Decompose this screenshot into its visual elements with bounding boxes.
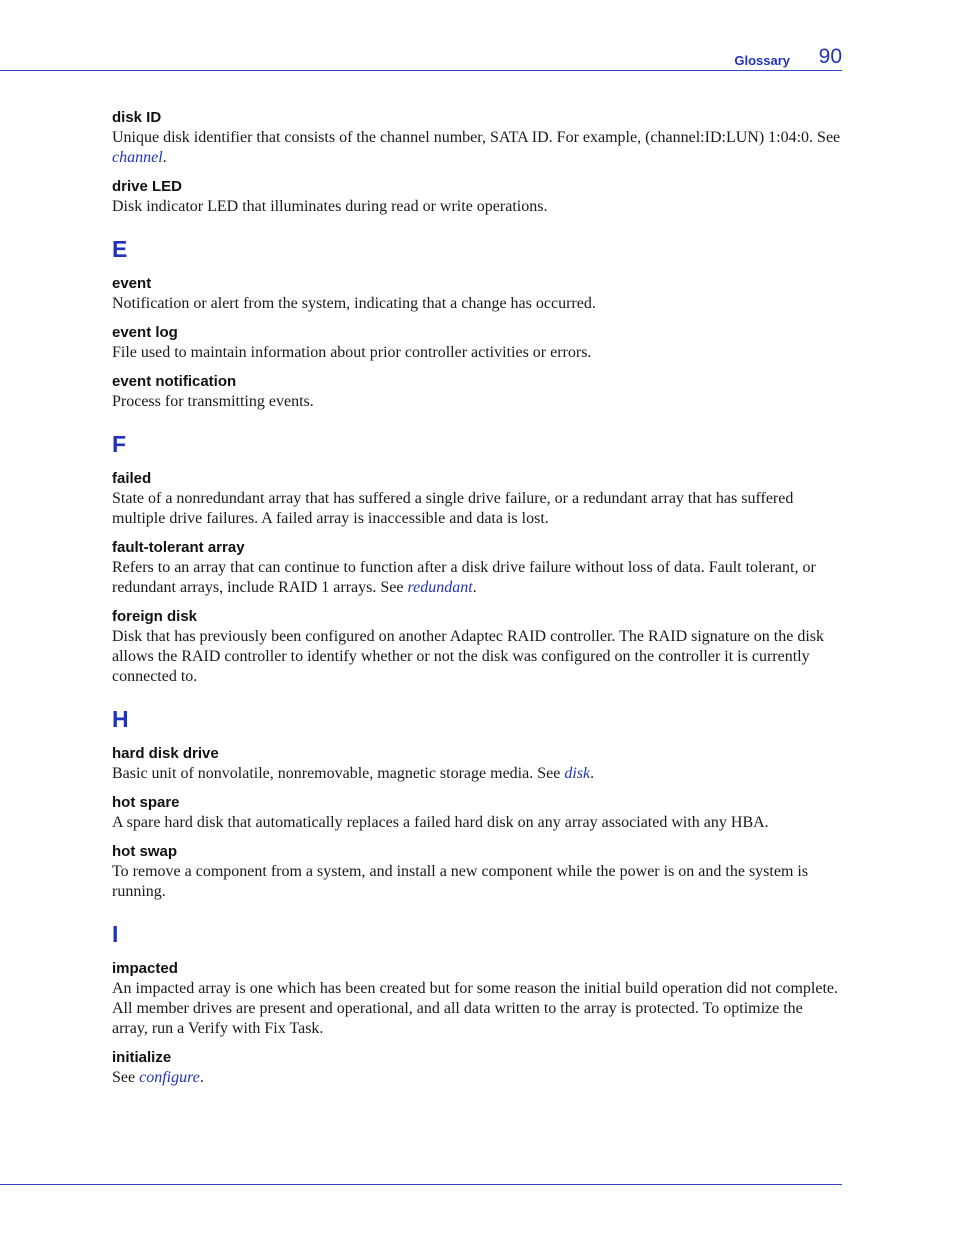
- definition-fault-tolerant-array: [112, 558, 842, 598]
- term-event-log: event log: [112, 324, 178, 341]
- definition-event-log: File used to maintain information about prior controller activities or errors.: [112, 344, 592, 361]
- term-hot-swap: hot swap: [112, 843, 178, 860]
- glossary-entry-event: [112, 274, 842, 314]
- section-title: Glossary: [734, 53, 790, 68]
- section-letter-e: E: [112, 236, 128, 262]
- definition-text: See: [112, 1069, 140, 1086]
- term-initialize: initialize: [112, 1049, 172, 1066]
- definition-drive-led: Disk indicator LED that illuminates during read or write operations.: [112, 198, 548, 215]
- term-impacted: impacted: [112, 960, 178, 977]
- glossary-entry-failed: [112, 469, 842, 529]
- term-hot-spare: hot spare: [112, 794, 180, 811]
- section-letter-f: F: [112, 431, 127, 457]
- glossary-entry-foreign-disk: [112, 607, 842, 687]
- glossary-entry-fault-tolerant-array: [112, 538, 842, 598]
- term-drive-led: drive LED: [112, 178, 183, 195]
- definition-hot-swap: To remove a component from a system, and install a new component while the power is on and the system is running.: [112, 863, 809, 900]
- term-foreign-disk: foreign disk: [112, 608, 198, 625]
- definition-text-end: .: [199, 1069, 204, 1086]
- definition-text-end: .: [590, 765, 595, 782]
- term-event: event: [112, 275, 152, 292]
- glossary-entry-event-log: [112, 323, 842, 363]
- term-event-notification: event notification: [112, 373, 237, 390]
- link-disk[interactable]: disk: [564, 765, 591, 782]
- definition-event-notification: Process for transmitting events.: [112, 393, 314, 410]
- glossary-entry-drive-led: [112, 177, 842, 217]
- section-letter-h: H: [112, 706, 129, 732]
- definition-text: Refers to an array that can continue to function after a disk drive failure without loss of data. Fault tolerant, or redundant arrays, include RAID 1 arrays. See: [112, 559, 816, 596]
- definition-hard-disk-drive: [112, 764, 842, 784]
- definition-text: Basic unit of nonvolatile, nonremovable, magnetic storage media. See: [112, 765, 565, 782]
- term-disk-id: disk ID: [112, 109, 162, 126]
- definition-text-end: .: [472, 579, 477, 596]
- glossary-entry-initialize: [112, 1048, 842, 1088]
- glossary-entry-impacted: [112, 959, 842, 1039]
- glossary-entry-hot-swap: [112, 842, 842, 902]
- page-number: 90: [818, 45, 842, 68]
- definition-text: Unique disk identifier that consists of the channel number, SATA ID. For example, (channel:ID:LUN) 1:04:0. See: [112, 129, 841, 146]
- definition-event: Notification or alert from the system, indicating that a change has occurred.: [112, 295, 596, 312]
- footer-divider: [0, 1184, 842, 1185]
- definition-hot-spare: A spare hard disk that automatically replaces a failed hard disk on any array associated with any HBA.: [112, 814, 769, 831]
- definition-impacted: An impacted array is one which has been created but for some reason the initial build operation did not complete. All member drives are present and operational, and all data written to the array is protected. To optimize the array, run a Verify with Fix Task.: [112, 980, 838, 1037]
- link-channel[interactable]: channel: [112, 149, 163, 166]
- glossary-entry-event-notification: [112, 372, 842, 412]
- section-letter-i: I: [112, 921, 119, 947]
- link-redundant[interactable]: redundant: [407, 579, 473, 596]
- definition-text-end: .: [162, 149, 167, 166]
- definition-initialize: [112, 1068, 842, 1088]
- glossary-entry-disk-id: [112, 108, 842, 168]
- page-header: [0, 44, 842, 71]
- term-failed: failed: [112, 470, 152, 487]
- glossary-entry-hard-disk-drive: [112, 744, 842, 784]
- glossary-content: [112, 108, 842, 1097]
- definition-foreign-disk: Disk that has previously been configured on another Adaptec RAID controller. The RAID signature on the disk allows the RAID controller to identify whether or not the disk was configured on the controller it is currently connected to.: [112, 628, 824, 685]
- link-configure[interactable]: configure: [139, 1069, 200, 1086]
- term-hard-disk-drive: hard disk drive: [112, 745, 219, 762]
- definition-disk-id: [112, 128, 842, 168]
- glossary-entry-hot-spare: [112, 793, 842, 833]
- term-fault-tolerant-array: fault-tolerant array: [112, 539, 245, 556]
- definition-failed: State of a nonredundant array that has suffered a single drive failure, or a redundant array that has suffered multiple drive failures. A failed array is inaccessible and data is lost.: [112, 490, 794, 527]
